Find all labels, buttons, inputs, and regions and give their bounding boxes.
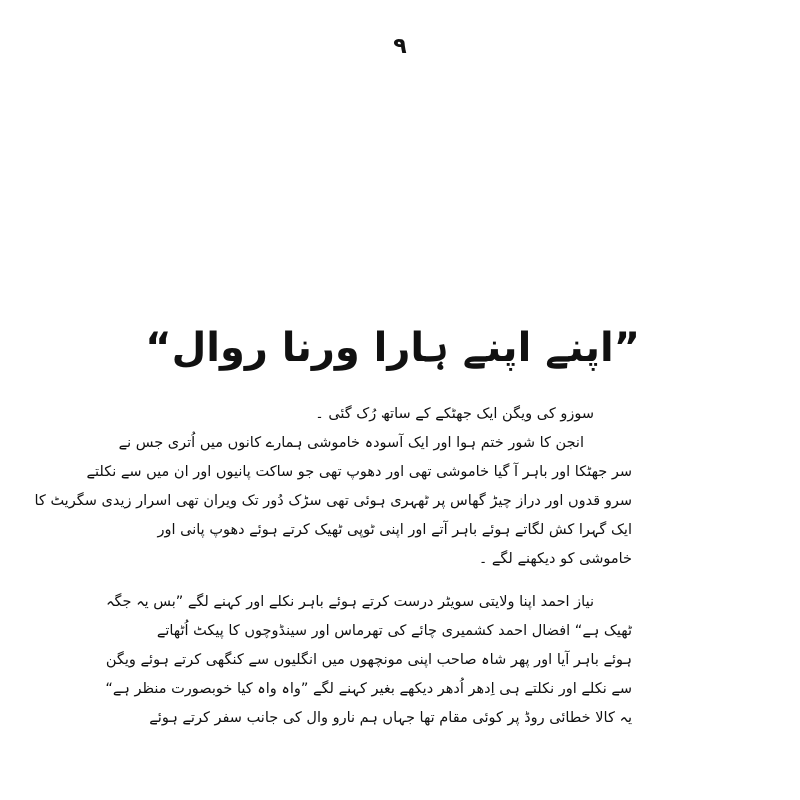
text-line: انجن کا شور ختم ہوا اور ایک آسودہ خاموشی ہمارے کانوں میں اُتری جس نے — [118, 435, 584, 451]
text-line: سے نکلے اور نکلتے ہی اِدھر اُدھر دیکھے بغیر کہنے لگے ”واہ واہ کیا خوبصورت منظر ہے“ — [105, 681, 632, 697]
text-line: ٹھیک ہے“ افضال احمد کشمیری چائے کی تھرماس اور سینڈوچوں کا پیکٹ اُٹھاتے — [156, 623, 632, 639]
text-line: ایک گہرا کش لگاتے ہوئے باہر آتے اور اپنی ٹوپی ٹھیک کرتے ہوئے دھوپ پانی اور — [157, 522, 632, 538]
paragraph-gap — [162, 574, 632, 588]
text-line: ہوئے باہر آیا اور پھر شاہ صاحب اپنی مونچھوں میں انگلیوں سے کنگھی کرتے ہوئے ویگن — [105, 652, 632, 668]
text-line: سوزو کی ویگن ایک جھٹکے کے ساتھ رُک گئی ۔ — [315, 406, 594, 422]
text-line: سر جھٹکا اور باہر آ گیا خاموشی تھی اور دھوپ تھی جو ساکت پانیوں اور ان میں سے نکلتے — [86, 464, 632, 480]
page-number: ۹ — [393, 34, 407, 59]
chapter-title: ”اپنے اپنے ہارا ورنا روال“ — [145, 325, 640, 371]
text-line: یہ کالا خطائی روڈ پر کوئی مقام تھا جہاں ہم نارو وال کی جانب سفر کرتے ہوئے — [149, 710, 632, 726]
text-line: نیاز احمد اپنا ولایتی سویٹر درست کرتے ہوئے باہر نکلے اور کہنے لگے ”بس یہ جگہ — [106, 594, 594, 610]
text-line: خاموشی کو دیکھنے لگے ۔ — [478, 551, 632, 567]
text-line: سرو قدوں اور دراز چیڑ گھاس پر ٹھہری ہوئی تھی سڑک دُور تک ویران تھی اسرار زیدی سگریٹ کا — [34, 493, 632, 509]
body-text — [34, 400, 632, 733]
